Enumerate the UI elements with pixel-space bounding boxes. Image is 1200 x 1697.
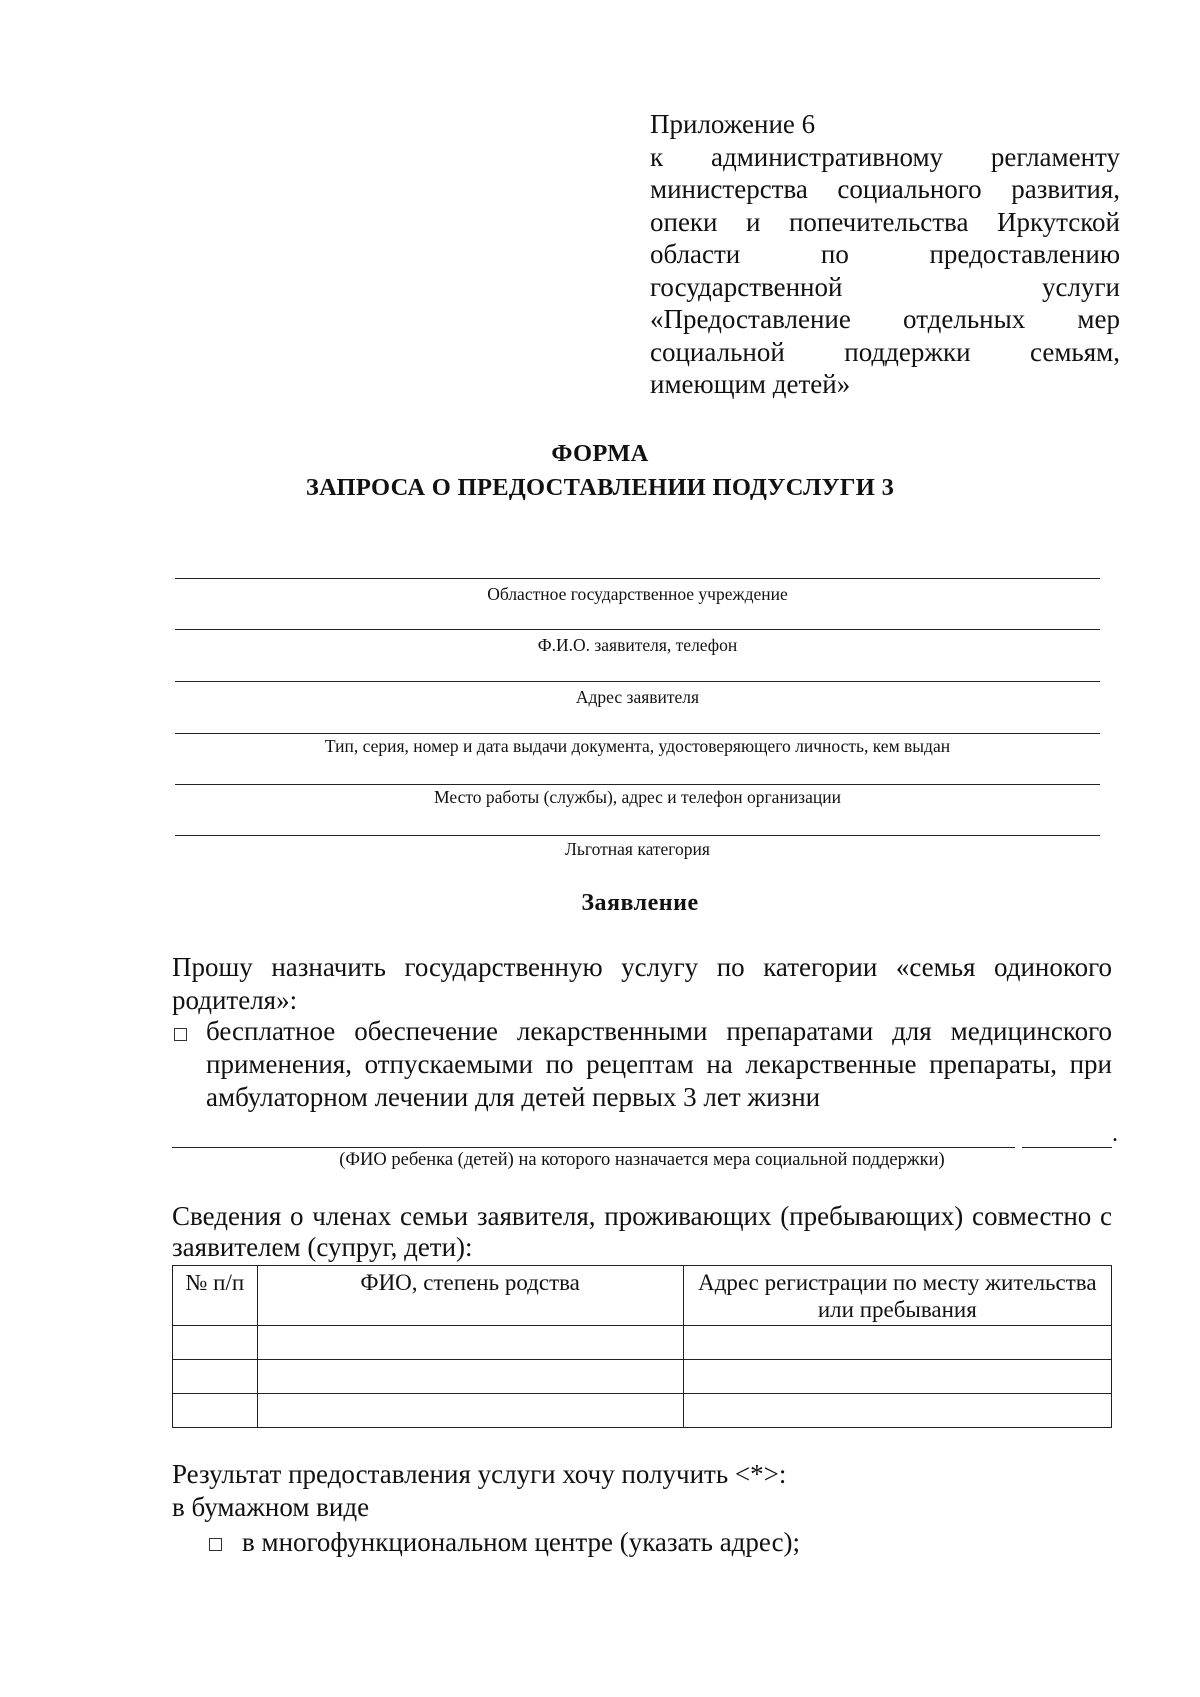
table-row: [173, 1360, 1112, 1394]
family-members-table: [172, 1265, 1112, 1428]
cell-fio[interactable]: [257, 1326, 683, 1360]
cell-address[interactable]: [683, 1360, 1111, 1394]
institution-caption: Областное государственное учреждение: [487, 584, 788, 604]
id-document-caption: Тип, серия, номер и дата выдачи документа, удостоверяющего личность, кем выдан: [324, 736, 951, 756]
form-title: ФОРМА: [551, 440, 649, 467]
form-subtitle: ЗАПРОСА О ПРЕДОСТАВЛЕНИИ ПОДУСЛУГИ 3: [305, 474, 895, 501]
cell-fio[interactable]: [257, 1360, 683, 1394]
cell-num[interactable]: [173, 1326, 258, 1360]
appendix-text: к административному регламенту министерства социального развития, опеки и попечительства Иркутской области по предоставлению государственной услуги «Предоставление отдельных мер социальной поддержки семьям, имеющим детей»: [650, 141, 1120, 399]
cell-address[interactable]: [683, 1394, 1111, 1428]
institution-field-line[interactable]: [175, 578, 1100, 579]
cell-address[interactable]: [683, 1326, 1111, 1360]
result-paper-text: в бумажном виде: [172, 1492, 370, 1522]
applicant-address-field-line[interactable]: [175, 681, 1100, 682]
workplace-caption: Место работы (службы), адрес и телефон организации: [434, 787, 841, 807]
result-text: Результат предоставления услуги хочу получить <*>:: [172, 1459, 787, 1489]
child-name-field-line[interactable]: [172, 1147, 1015, 1148]
applicant-name-field-line[interactable]: [175, 629, 1100, 630]
applicant-address-caption: Адрес заявителя: [575, 687, 700, 707]
table-row: [173, 1394, 1112, 1428]
mfc-option-text: в многофункциональном центре (указать адрес);: [242, 1527, 801, 1557]
child-name-caption: (ФИО ребенка (детей) на которого назначается мера социальной поддержки): [339, 1150, 945, 1170]
child-name-field-line-extra[interactable]: [1022, 1147, 1112, 1148]
cell-fio[interactable]: [257, 1394, 683, 1428]
header-address: Адрес регистрации по месту жительства или пребывания: [683, 1266, 1111, 1326]
request-text: Прошу назначить государственную услугу по категории «семья одинокого родителя»:: [172, 952, 1112, 1015]
cell-num[interactable]: [173, 1360, 258, 1394]
id-document-field-line[interactable]: [175, 733, 1100, 734]
benefit-category-field-line[interactable]: [175, 835, 1100, 836]
statement-title: Заявление: [581, 890, 699, 916]
cell-num[interactable]: [173, 1394, 258, 1428]
medication-option-checkbox[interactable]: [174, 1028, 187, 1041]
mfc-option-checkbox[interactable]: [209, 1538, 222, 1551]
header-fio: ФИО, степень родства: [257, 1266, 683, 1326]
applicant-name-caption: Ф.И.О. заявителя, телефон: [537, 635, 738, 655]
appendix-block: [650, 108, 1120, 401]
period-mark: .: [1112, 1121, 1118, 1147]
table-header-row: [173, 1266, 1112, 1326]
family-intro-text: Сведения о членах семьи заявителя, проживающих (пребывающих) совместно с заявителем (супруг, дети):: [172, 1201, 1112, 1262]
workplace-field-line[interactable]: [175, 784, 1100, 785]
table-row: [173, 1326, 1112, 1360]
header-num: № п/п: [173, 1266, 258, 1326]
medication-option-text: бесплатное обеспечение лекарственными препаратами для медицинского применения, отпускаемыми по рецептам на лекарственные препараты, при амбулаторном лечении для детей первых 3 лет жизни: [206, 1016, 1112, 1112]
appendix-title: Приложение 6: [650, 109, 816, 139]
benefit-category-caption: Льготная категория: [565, 839, 710, 859]
